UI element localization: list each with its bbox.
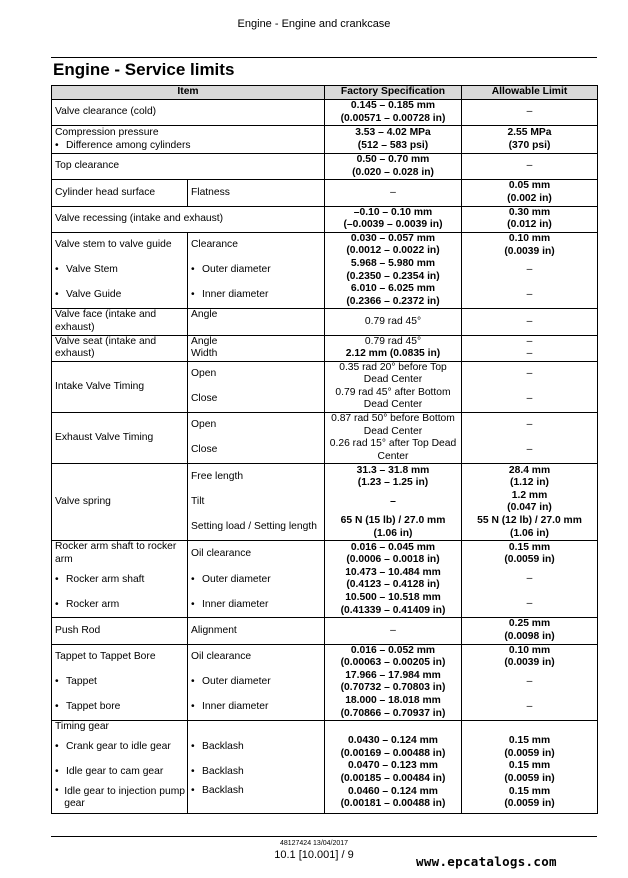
- sub-item-cell: Open Close: [188, 361, 325, 412]
- item-cell: Valve stem to valve guide • Valve Stem • Valve Guide: [52, 232, 188, 309]
- sub-item-cell: Alignment: [188, 618, 325, 644]
- item-cell: Valve seat (intake and exhaust): [52, 335, 188, 361]
- spec-cell: –0.10 – 0.10 mm (–0.0039 – 0.0039 in): [325, 206, 462, 232]
- sub-item-cell: Free length Tilt Setting load / Setting length: [188, 464, 325, 541]
- item-cell: Valve recessing (intake and exhaust): [52, 206, 325, 232]
- table-row: [52, 206, 598, 232]
- table-row: [52, 413, 598, 464]
- limit-cell: –: [462, 100, 598, 126]
- limit-cell: –: [462, 309, 598, 335]
- spec-cell: 0.016 – 0.052 mm (0.00063 – 0.00205 in) 17.966 – 17.984 mm (0.70732 – 0.70803 in) 18.000 – 18.018 mm (0.70866 – 0.70937 in): [325, 644, 462, 721]
- footer-page-number: 10.1 [10.001] / 9: [274, 849, 354, 861]
- item-cell: Intake Valve Timing: [52, 361, 188, 412]
- spec-cell: 0.145 – 0.185 mm (0.00571 – 0.00728 in): [325, 100, 462, 126]
- item-cell: Valve face (intake and exhaust): [52, 309, 188, 335]
- item-cell: Push Rod: [52, 618, 188, 644]
- header-item: Item: [52, 86, 325, 100]
- limit-cell: 0.10 mm (0.0039 in) – –: [462, 232, 598, 309]
- item-cell: Top clearance: [52, 154, 325, 180]
- table-row: [52, 361, 598, 412]
- item-cell: Timing gear • Crank gear to idle gear • Idle gear to cam gear • Idle gear to injection pump gear: [52, 721, 188, 814]
- spec-cell: 0.030 – 0.057 mm (0.0012 – 0.0022 in) 5.968 – 5.980 mm (0.2350 – 0.2354 in) 6.010 – 6.025 mm (0.2366 – 0.2372 in): [325, 232, 462, 309]
- limit-cell: 28.4 mm (1.12 in) 1.2 mm (0.047 in) 55 N (12 lb) / 27.0 mm (1.06 in): [462, 464, 598, 541]
- table-row: [52, 618, 598, 644]
- table-row: [52, 100, 598, 126]
- limit-cell: 0.15 mm (0.0059 in) – –: [462, 541, 598, 618]
- item-cell: Rocker arm shaft to rocker arm • Rocker arm shaft • Rocker arm: [52, 541, 188, 618]
- table-row: [52, 541, 598, 618]
- limit-cell: –: [462, 154, 598, 180]
- limit-cell: 0.05 mm (0.002 in): [462, 180, 598, 206]
- spec-cell: 0.0430 – 0.124 mm (0.00169 – 0.00488 in) 0.0470 – 0.123 mm (0.00185 – 0.00484 in) 0.0460 – 0.124 mm (0.00181 – 0.00488 in): [325, 721, 462, 814]
- sub-item-cell: Oil clearance • Outer diameter • Inner diameter: [188, 541, 325, 618]
- footer-rule: [51, 836, 597, 837]
- footer-doc-id: 48127424 13/04/2017: [279, 840, 349, 847]
- service-limits-table: [51, 85, 598, 814]
- spec-cell: 0.35 rad 20° before Top Dead Center 0.79 rad 45° after Bottom Dead Center: [325, 361, 462, 412]
- item-cell: Tappet to Tappet Bore • Tappet • Tappet bore: [52, 644, 188, 721]
- item-cell: Cylinder head surface: [52, 180, 188, 206]
- spec-cell: 0.87 rad 50° before Bottom Dead Center 0.26 rad 15° after Top Dead Center: [325, 413, 462, 464]
- sub-item-cell: Oil clearance • Outer diameter • Inner diameter: [188, 644, 325, 721]
- spec-cell: 0.79 rad 45°: [325, 309, 462, 335]
- page-title: Engine - Service limits: [53, 60, 235, 79]
- limit-cell: 0.15 mm (0.0059 in) 0.15 mm (0.0059 in) 0.15 mm (0.0059 in): [462, 721, 598, 814]
- item-cell: Valve spring: [52, 464, 188, 541]
- spec-cell: –: [325, 180, 462, 206]
- sub-item-cell: • Backlash • Backlash • Backlash: [188, 721, 325, 814]
- sub-item-cell: Clearance • Outer diameter • Inner diameter: [188, 232, 325, 309]
- table-row: [52, 721, 598, 814]
- spec-cell: –: [325, 618, 462, 644]
- footer-website: www.epcatalogs.com: [416, 854, 557, 869]
- limit-cell: – –: [462, 335, 598, 361]
- table-row: [52, 644, 598, 721]
- spec-cell: 0.016 – 0.045 mm (0.0006 – 0.0018 in) 10.473 – 10.484 mm (0.4123 – 0.4128 in) 10.500 – 10.518 mm (0.41339 – 0.41409 in): [325, 541, 462, 618]
- header-rule: [51, 57, 597, 58]
- table-row: [52, 464, 598, 541]
- table-row: [52, 126, 598, 154]
- limit-cell: 0.25 mm (0.0098 in): [462, 618, 598, 644]
- table-row: [52, 180, 598, 206]
- header-factory-spec: Factory Specification: [325, 86, 462, 100]
- table-header-row: [52, 86, 598, 100]
- table-row: [52, 232, 598, 309]
- item-cell: Exhaust Valve Timing: [52, 413, 188, 464]
- sub-item-cell: Flatness: [188, 180, 325, 206]
- spec-cell: 0.50 – 0.70 mm (0.020 – 0.028 in): [325, 154, 462, 180]
- table-row: [52, 309, 598, 335]
- sub-item-cell: Angle: [188, 309, 325, 335]
- table-row: [52, 154, 598, 180]
- item-cell: Compression pressure • Difference among cylinders: [52, 126, 325, 154]
- header-allowable-limit: Allowable Limit: [462, 86, 598, 100]
- spec-cell: 3.53 – 4.02 MPa (512 – 583 psi): [325, 126, 462, 154]
- item-cell: Valve clearance (cold): [52, 100, 325, 126]
- limit-cell: – –: [462, 413, 598, 464]
- limit-cell: 2.55 MPa (370 psi): [462, 126, 598, 154]
- spec-cell: 31.3 – 31.8 mm (1.23 – 1.25 in) – 65 N (15 lb) / 27.0 mm (1.06 in): [325, 464, 462, 541]
- sub-item-cell: Angle Width: [188, 335, 325, 361]
- running-header: Engine - Engine and crankcase: [237, 18, 391, 30]
- spec-cell: 0.79 rad 45° 2.12 mm (0.0835 in): [325, 335, 462, 361]
- limit-cell: 0.30 mm (0.012 in): [462, 206, 598, 232]
- sub-item-cell: Open Close: [188, 413, 325, 464]
- limit-cell: 0.10 mm (0.0039 in) – –: [462, 644, 598, 721]
- table-row: [52, 335, 598, 361]
- limit-cell: – –: [462, 361, 598, 412]
